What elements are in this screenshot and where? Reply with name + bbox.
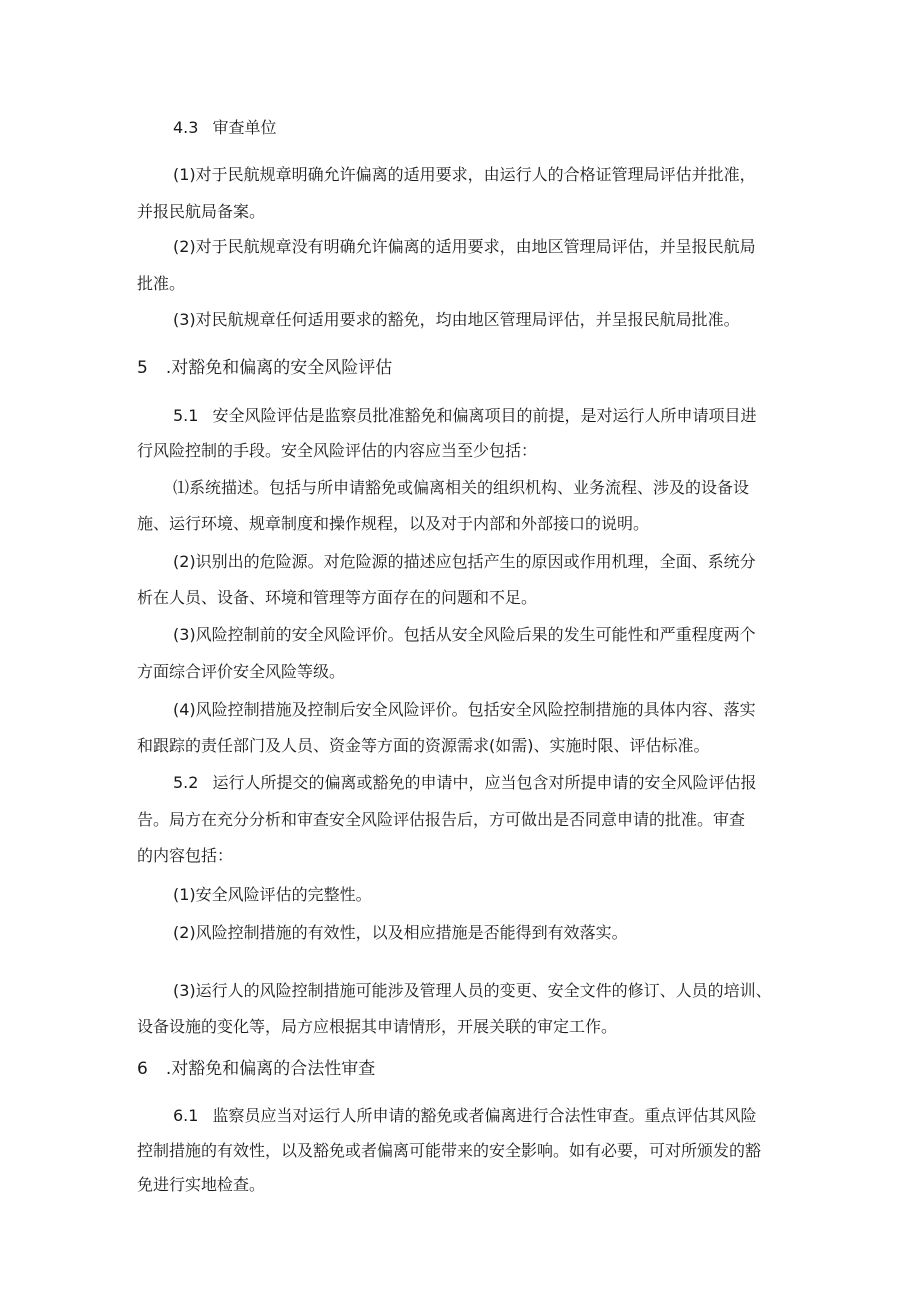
section-number: 6 xyxy=(137,1059,148,1079)
paragraph-line: ⑴系统描述。包括与所申请豁免或偏离相关的组织机构、业务流程、涉及的设备设 xyxy=(173,478,750,497)
paragraph-line: 行风险控制的手段。安全风险评估的内容应当至少包括： xyxy=(137,441,538,460)
paragraph-line: 批准。 xyxy=(137,274,186,293)
paragraph-line: (2)对于民航规章没有明确允许偏离的适用要求，由地区管理局评估，并呈报民航局 xyxy=(173,237,756,256)
paragraph-line: 和跟踪的责任部门及人员、资金等方面的资源需求(如需)、实施时限、评估标准。 xyxy=(137,736,710,755)
paragraph-number: 5.1 xyxy=(173,406,199,425)
paragraph-line: 免进行实地检查。 xyxy=(137,1175,266,1194)
section-title: .对豁免和偏离的合法性审查 xyxy=(165,1059,376,1079)
paragraph-line: 设备设施的变化等，局方应根据其申请情形，开展关联的审定工作。 xyxy=(137,1017,618,1036)
paragraph-line: 的内容包括： xyxy=(137,846,234,865)
section-title: 审查单位 xyxy=(212,118,277,137)
paragraph-line: (3)风险控制前的安全风险评价。包括从安全风险后果的发生可能性和严重程度两个 xyxy=(173,625,756,644)
paragraph-6-1-line xyxy=(173,1106,756,1126)
paragraph-line: (1)安全风险评估的完整性。 xyxy=(173,885,372,904)
paragraph-5-2-line xyxy=(173,773,756,793)
paragraph-text: 监察员应当对运行人所申请的豁免或者偏离进行合法性审查。重点评估其风险 xyxy=(212,1106,757,1125)
paragraph-text: 安全风险评估是监察员批准豁免和偏离项目的前提，是对运行人所申请项目进 xyxy=(212,406,757,425)
paragraph-text: 运行人所提交的偏离或豁免的申请中，应当包含对所提申请的安全风险评估报 xyxy=(212,773,757,792)
section-6-heading xyxy=(137,1059,375,1079)
paragraph-line: (1)对于民航规章明确允许偏离的适用要求，由运行人的合格证管理局评估并批准， xyxy=(173,165,756,184)
section-5-heading xyxy=(137,358,392,378)
paragraph-line: 告。局方在充分分析和审查安全风险评估报告后，方可做出是否同意申请的批准。审查 xyxy=(137,810,746,829)
paragraph-line: (4)风险控制措施及控制后安全风险评价。包括安全风险控制措施的具体内容、落实 xyxy=(173,700,756,719)
paragraph-line: (2)风险控制措施的有效性，以及相应措施是否能得到有效落实。 xyxy=(173,923,628,942)
paragraph-number: 6.1 xyxy=(173,1106,199,1125)
paragraph-line: (3)运行人的风险控制措施可能涉及管理人员的变更、安全文件的修订、人员的培训、 xyxy=(173,981,772,1000)
section-title: .对豁免和偏离的安全风险评估 xyxy=(165,358,393,378)
section-4-3-heading xyxy=(173,118,276,138)
paragraph-line: 控制措施的有效性，以及豁免或者偏离可能带来的安全影响。如有必要，可对所颁发的豁 xyxy=(137,1141,762,1160)
paragraph-line: 并报民航局备案。 xyxy=(137,202,266,221)
paragraph-5-1-line xyxy=(173,406,756,426)
paragraph-line: (2)识别出的危险源。对危险源的描述应包括产生的原因或作用机理，全面、系统分 xyxy=(173,552,756,571)
paragraph-line: 方面综合评价安全风险等级。 xyxy=(137,662,346,681)
section-number: 5 xyxy=(137,358,148,378)
section-number: 4.3 xyxy=(173,118,199,137)
paragraph-line: (3)对民航规章任何适用要求的豁免，均由地区管理局评估，并呈报民航局批准。 xyxy=(173,310,740,329)
paragraph-line: 施、运行环境、规章制度和操作规程，以及对于内部和外部接口的说明。 xyxy=(137,514,650,533)
paragraph-number: 5.2 xyxy=(173,773,199,792)
paragraph-line: 析在人员、设备、环境和管理等方面存在的问题和不足。 xyxy=(137,588,538,607)
